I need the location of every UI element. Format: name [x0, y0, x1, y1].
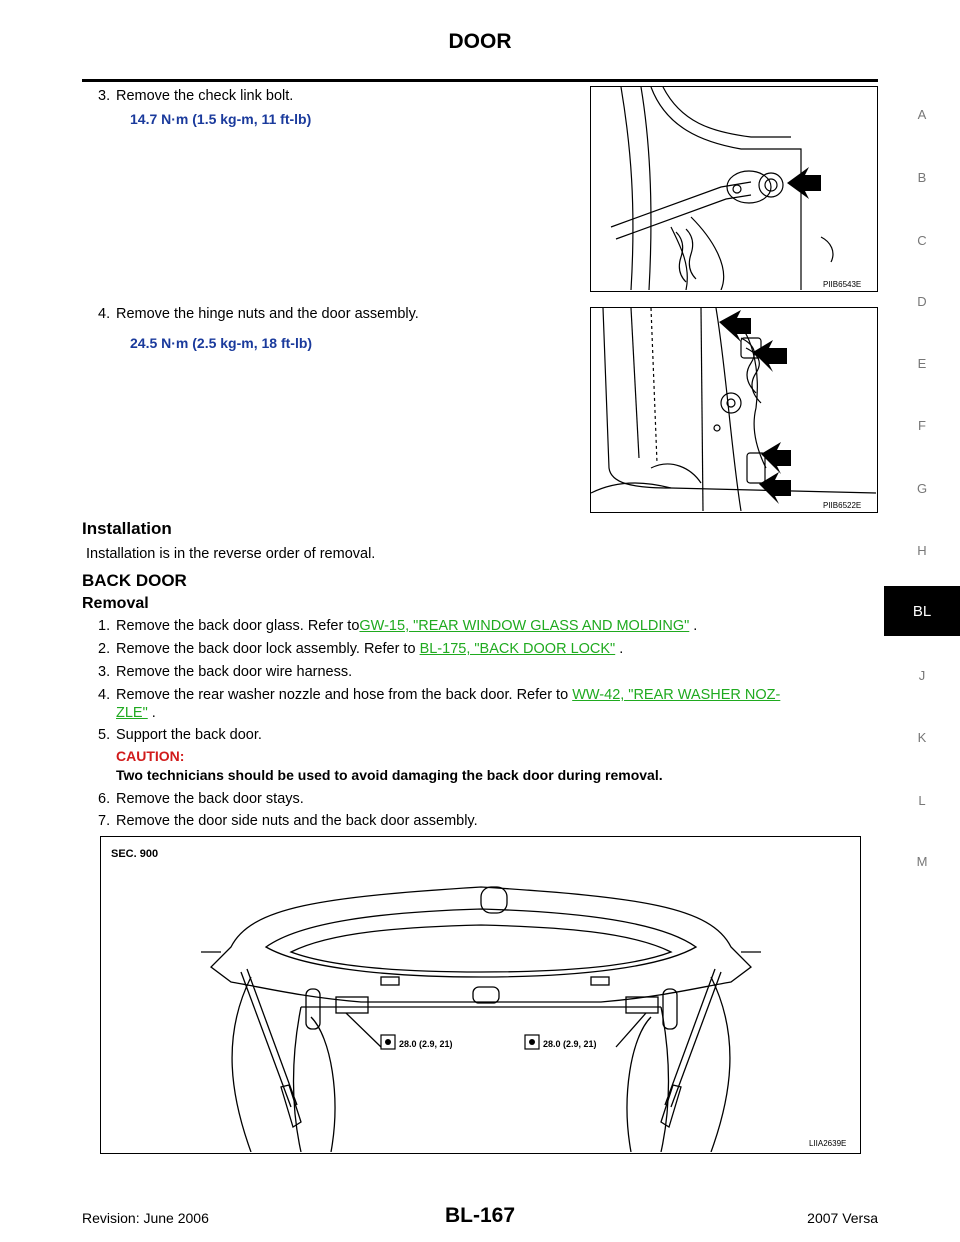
bd-step-1 — [116, 617, 697, 635]
bd-step-2-number: 2. — [98, 641, 111, 657]
bd-step-6-number: 6. — [98, 791, 111, 807]
bd-step-5-number: 5. — [98, 727, 111, 743]
header-divider — [82, 79, 878, 82]
tab-h[interactable]: H — [917, 543, 927, 558]
figure-check-link-bolt — [590, 86, 878, 292]
figure-3-id: LIIA2639E — [809, 1139, 847, 1148]
tab-m[interactable]: M — [916, 854, 928, 869]
back-door-heading: BACK DOOR — [82, 571, 187, 590]
arrow-icon — [759, 472, 791, 504]
bd-step-4-text: Remove the rear washer nozzle and hose from the back door. Refer to — [116, 687, 573, 703]
bd-step-3-number: 3. — [98, 664, 111, 680]
removal-heading: Removal — [82, 595, 149, 612]
footer-page-number: BL-167 — [444, 1204, 516, 1227]
tab-c[interactable]: C — [917, 233, 927, 248]
tab-bl-active[interactable]: BL — [884, 586, 960, 636]
bd-step-5-text: Support the back door. — [116, 727, 262, 743]
tab-k[interactable]: K — [917, 730, 927, 745]
figure-1-id: PIIB6543E — [823, 280, 862, 289]
bd-step-1-text: Remove the back door glass. Refer to — [116, 618, 360, 634]
tab-f[interactable]: F — [918, 418, 926, 433]
caution-label: CAUTION: — [116, 748, 185, 764]
bd-step-7-number: 7. — [98, 813, 111, 829]
footer-model: 2007 Versa — [807, 1210, 878, 1226]
tab-d[interactable]: D — [917, 294, 927, 309]
bd-step-1-end: . — [689, 618, 698, 634]
tab-j[interactable]: J — [918, 668, 926, 683]
back-door-illustration — [101, 837, 859, 1152]
bd-step-4 — [116, 686, 780, 704]
tab-a[interactable]: A — [917, 107, 927, 122]
arrow-icon — [753, 340, 787, 372]
bd-step-7-text: Remove the door side nuts and the back door assembly. — [116, 813, 478, 829]
section-label: SEC. 900 — [111, 848, 159, 860]
tab-e[interactable]: E — [917, 356, 927, 371]
installation-heading: Installation — [82, 519, 172, 538]
torque-right-label: 28.0 (2.9, 21) — [543, 1039, 597, 1049]
link-ww-42-cont[interactable]: ZLE" — [116, 705, 148, 721]
figure-back-door — [100, 836, 861, 1154]
step-3-torque: 14.7 N·m (1.5 kg-m, 11 ft-lb) — [130, 111, 312, 127]
check-link-illustration — [591, 87, 876, 290]
bd-step-2 — [116, 640, 623, 658]
step-3-text: Remove the check link bolt. — [116, 88, 294, 104]
link-ww-42[interactable]: WW-42, "REAR WASHER NOZ- — [572, 687, 781, 703]
figure-hinge-nuts — [590, 307, 878, 513]
bd-step-2-text: Remove the back door lock assembly. Refer to — [116, 641, 420, 657]
arrow-icon — [719, 310, 751, 342]
bd-step-1-number: 1. — [98, 618, 111, 634]
bd-step-4-end: . — [147, 705, 156, 721]
link-bl-175[interactable]: BL-175, "BACK DOOR LOCK" — [419, 641, 616, 657]
tab-l[interactable]: L — [918, 793, 926, 808]
bd-step-2-end: . — [615, 641, 624, 657]
footer-revision: Revision: June 2006 — [82, 1210, 209, 1226]
bd-step-3-text: Remove the back door wire harness. — [116, 664, 353, 680]
step-4-number: 4. — [98, 306, 111, 322]
bd-step-4-number: 4. — [98, 687, 111, 703]
torque-marker-right — [525, 1035, 597, 1049]
page-title: DOOR — [448, 30, 512, 53]
torque-left-label: 28.0 (2.9, 21) — [399, 1039, 453, 1049]
bd-step-4-cont — [116, 704, 156, 722]
tab-g[interactable]: G — [916, 481, 928, 496]
tab-b[interactable]: B — [917, 170, 927, 185]
arrow-icon — [787, 167, 821, 199]
step-4-torque: 24.5 N·m (2.5 kg-m, 18 ft-lb) — [130, 335, 313, 351]
step-4-text: Remove the hinge nuts and the door assembly. — [116, 306, 419, 322]
caution-text: Two technicians should be used to avoid damaging the back door during removal. — [116, 767, 663, 783]
hinge-illustration — [591, 308, 876, 511]
link-gw-15[interactable]: GW-15, "REAR WINDOW GLASS AND MOLDING" — [359, 618, 690, 634]
installation-text: Installation is in the reverse order of removal. — [86, 546, 376, 562]
step-3-number: 3. — [98, 88, 111, 104]
bd-step-6-text: Remove the back door stays. — [116, 791, 304, 807]
figure-2-id: PIIB6522E — [823, 501, 862, 510]
torque-marker-left — [381, 1035, 453, 1049]
